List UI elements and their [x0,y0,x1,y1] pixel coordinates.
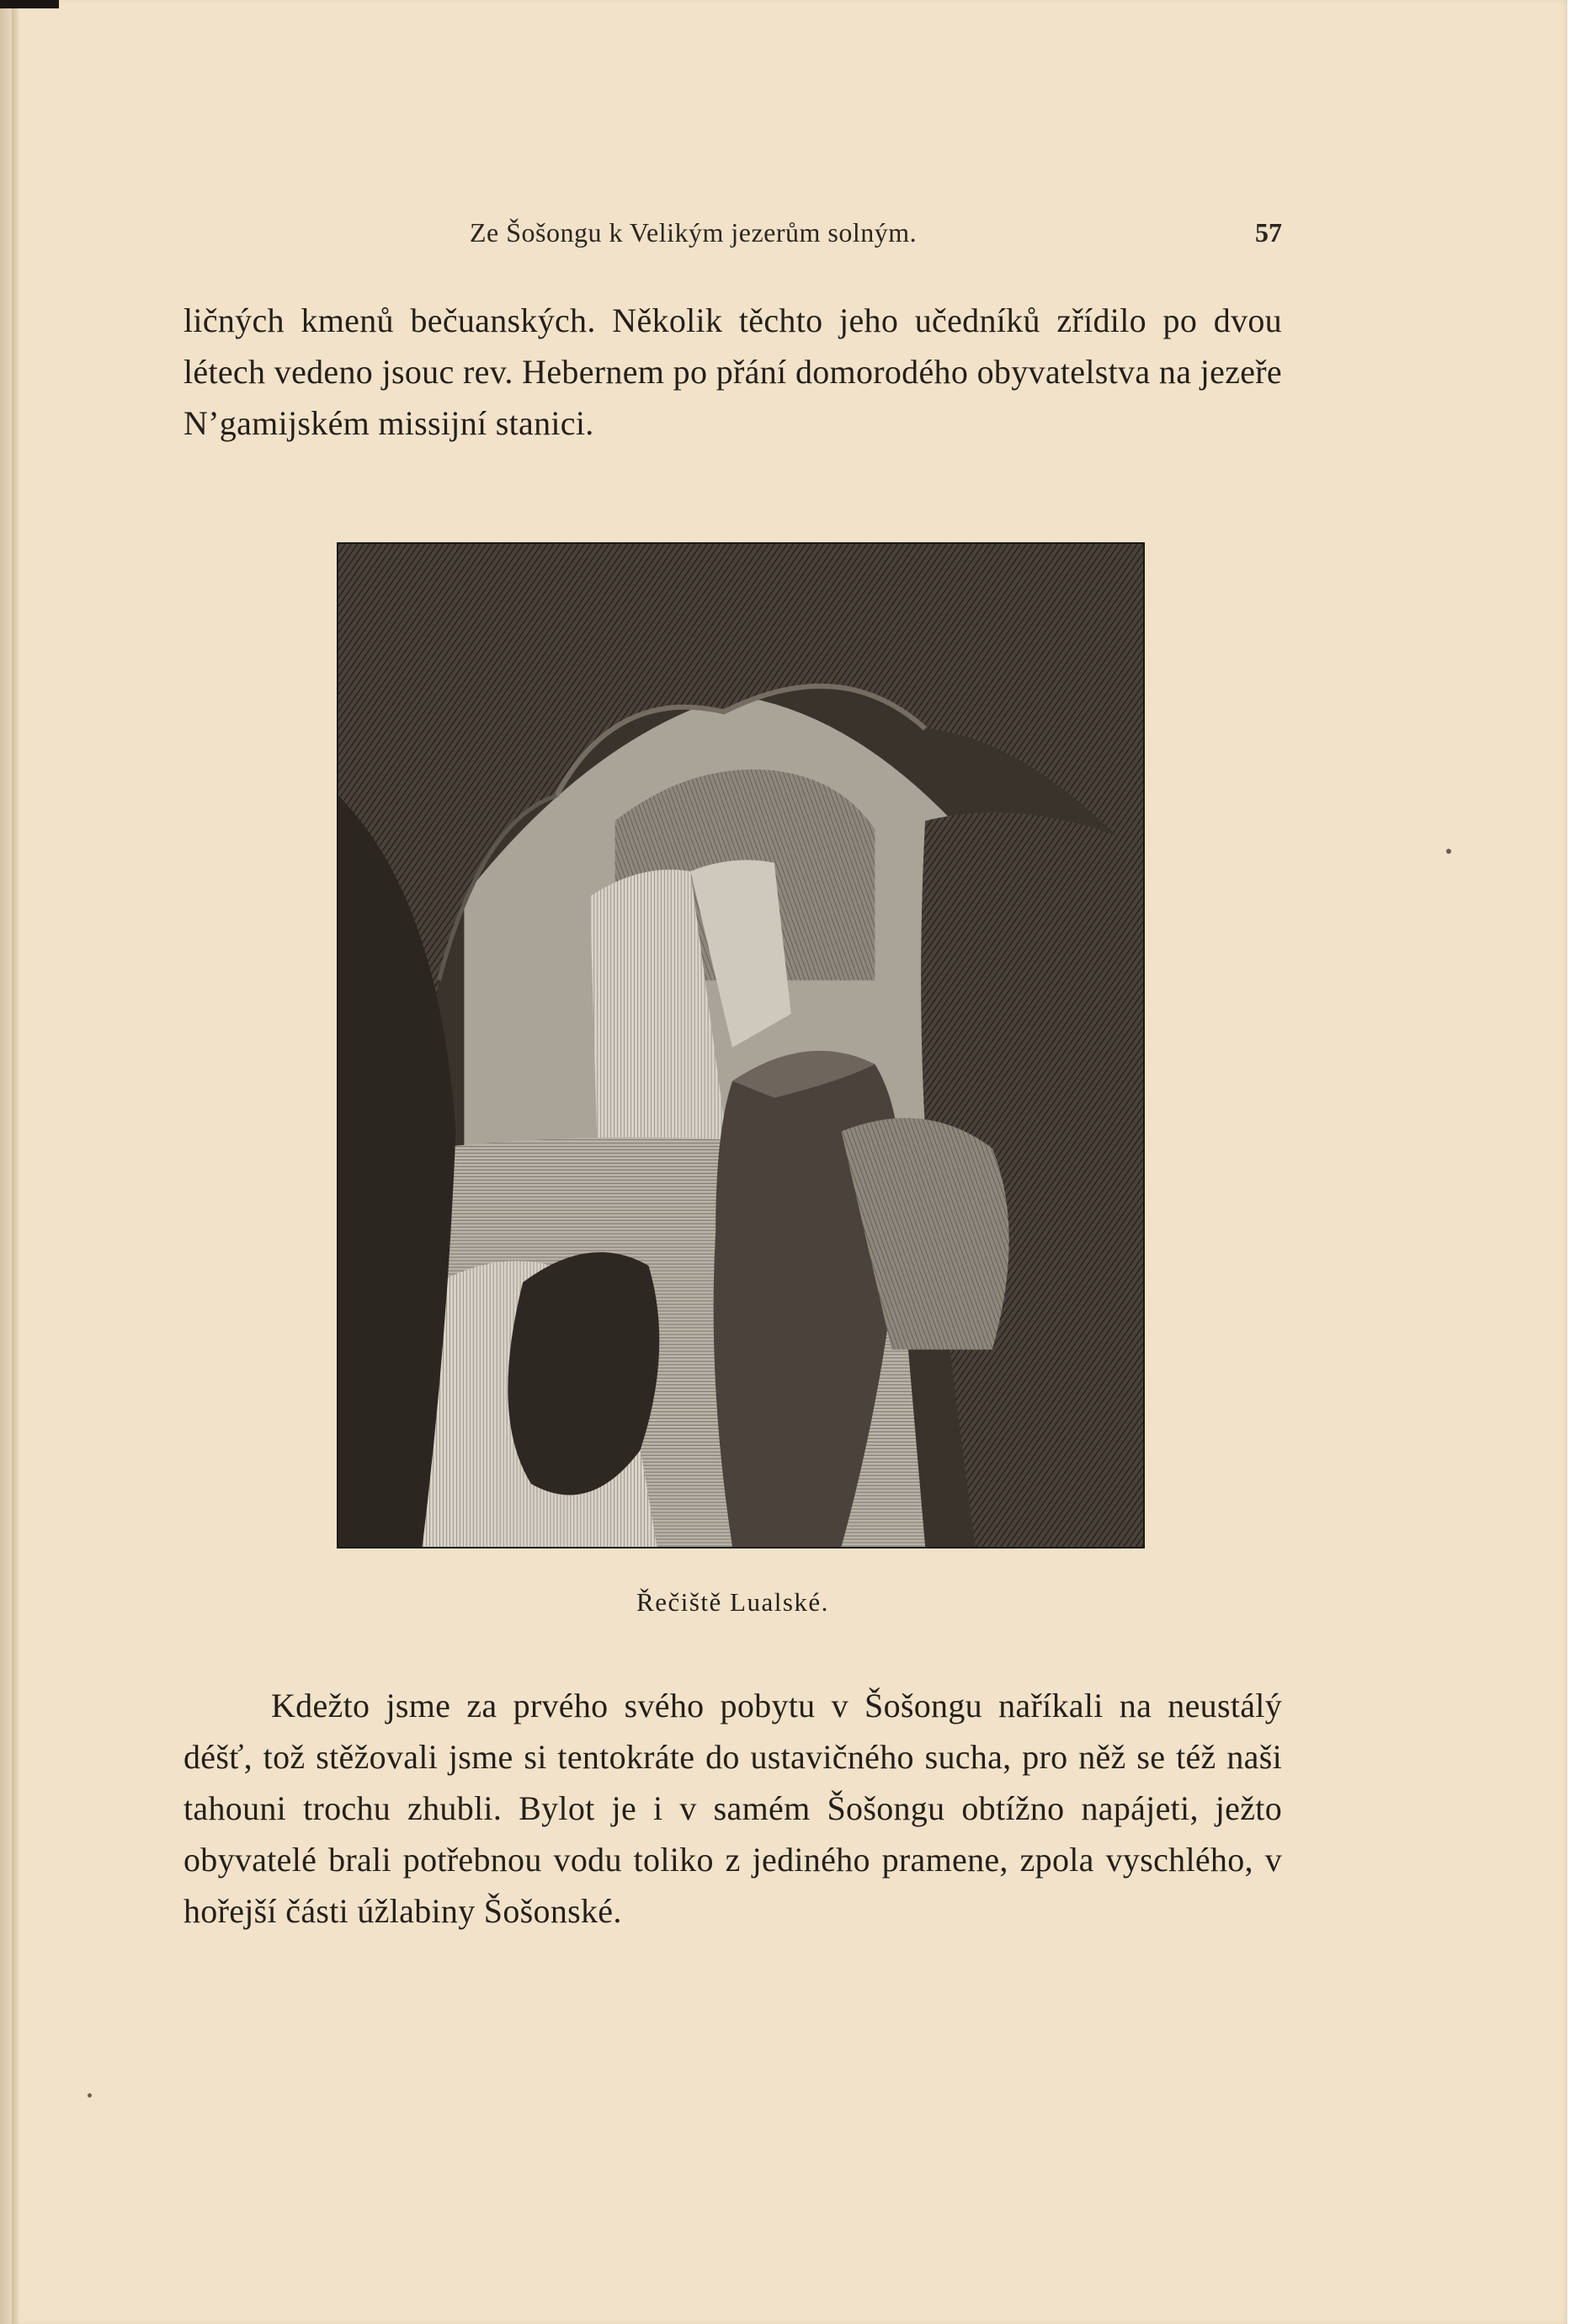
page-spine-shadow [12,0,19,2324]
figure-caption: Řečiště Lualské. [636,1587,829,1617]
engraving-illustration [337,542,1145,1548]
paragraph-bottom: Kdežto jsme za prvého svého pobytu v Šošongu naříkali na neustálý déšť, tož stěžovali jsme si tentokráte do ustavičného sucha, pro něž se též naši tahouni trochu zhubli. Bylot je i v samém Šošongu obtížno napájeti, ježto obyvatelé brali potřebnou vodu toliko z jediného pramene, zpola vyschlého, v hořejší části úžlabiny Šošonské. [184,1687,1282,1930]
running-title: Ze Šošongu k Velikým jezerům solným. [470,217,918,248]
page-number: 57 [1255,217,1282,248]
paper-speck [1446,849,1451,854]
paragraph-top: ličných kmenů bečuanských. Několik těchto jeho učedníků zřídilo po dvou létech vedeno jsouc rev. Hebernem po přání domorodého obyvatelstva na jezeře N’gamijském missijní stanici. [184,301,1282,442]
scan-margin [1567,0,1580,2324]
paper-speck [88,2093,92,2097]
running-head [184,217,1282,251]
scan-corner-mark [0,0,59,8]
